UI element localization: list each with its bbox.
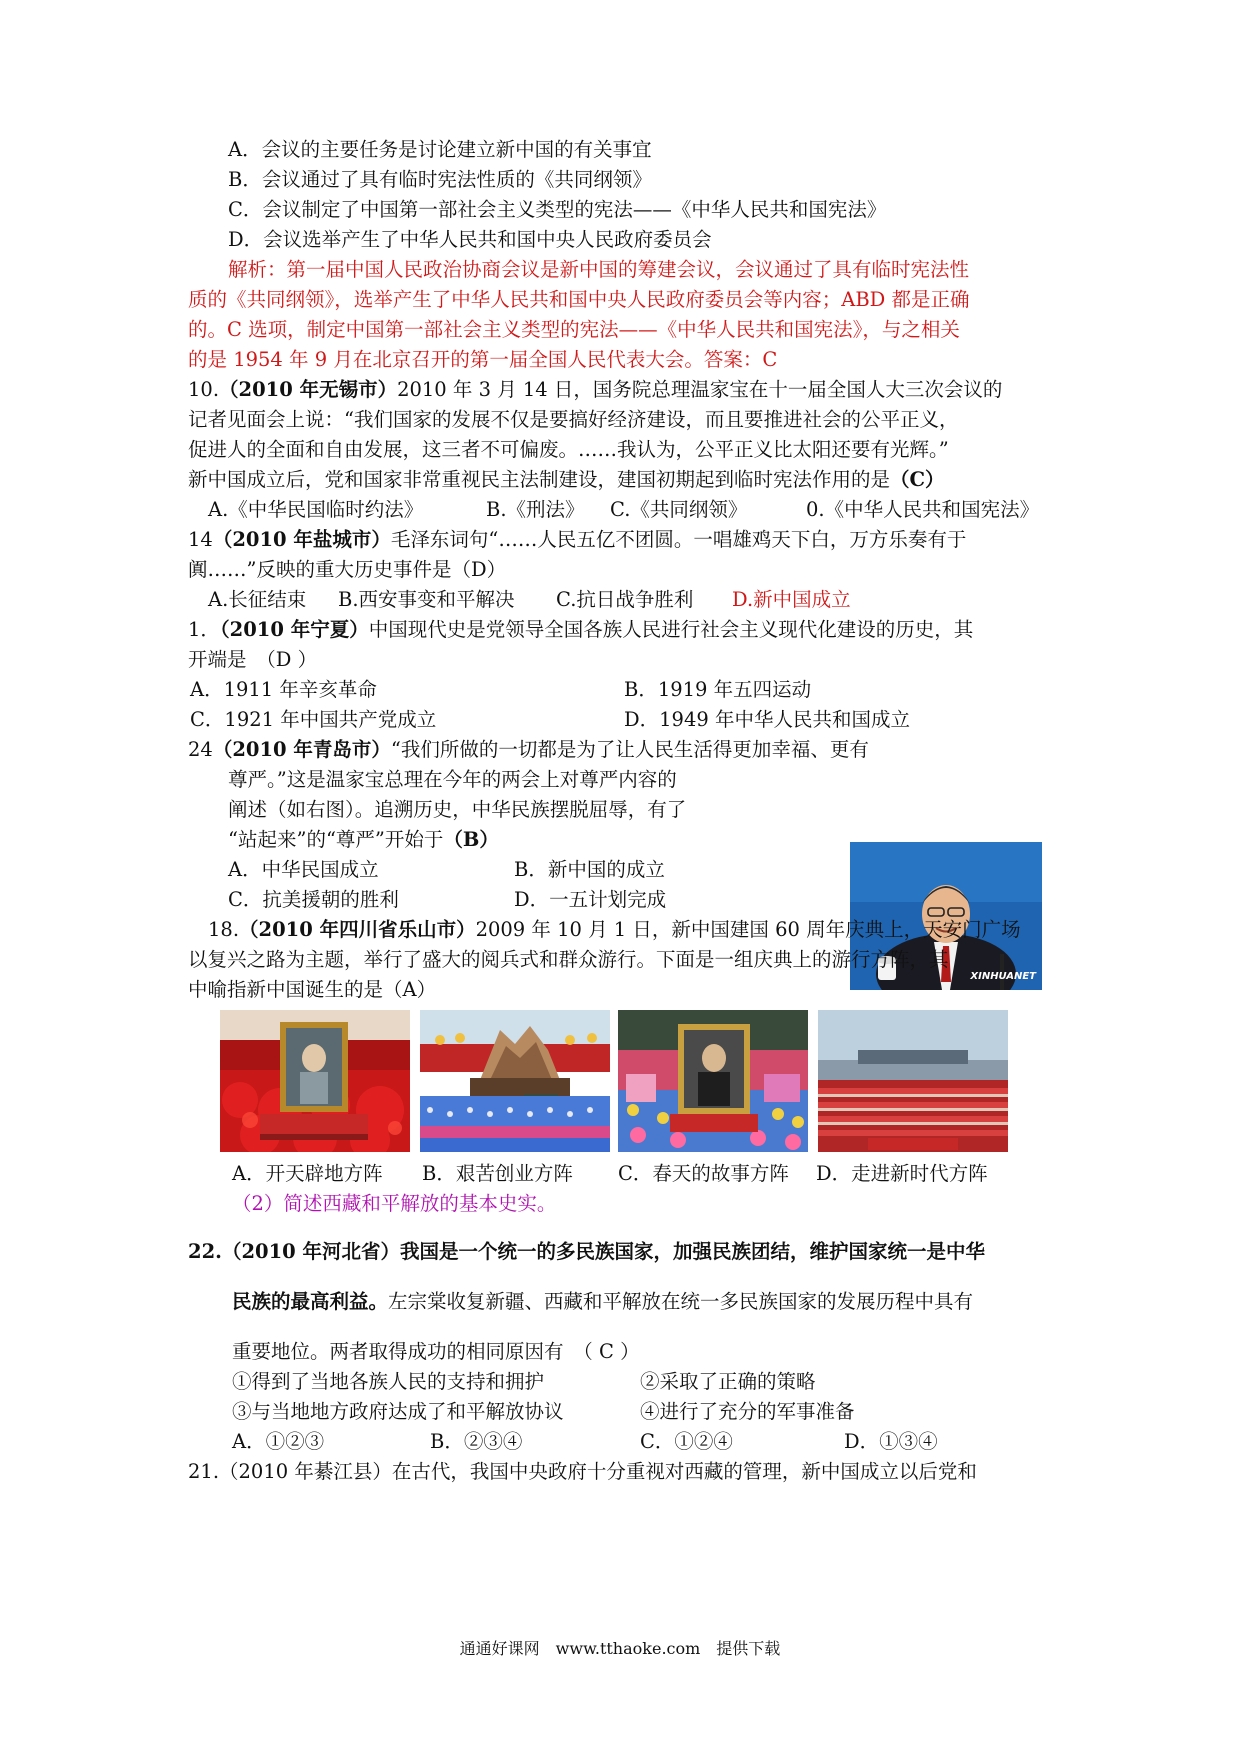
q1-option-a: A．1911 年辛亥革命: [190, 678, 377, 701]
q18-option-a: A．开天辟地方阵: [232, 1162, 383, 1185]
q22-line3: 重要地位。两者取得成功的相同原因有 （ C ）: [232, 1340, 640, 1363]
q18-option-b: B．艰苦创业方阵: [422, 1162, 573, 1185]
q18-option-d: D．走进新时代方阵: [816, 1162, 988, 1185]
q14-option-c: C.抗日战争胜利: [556, 588, 694, 611]
q22-option-a: A．①②③: [232, 1430, 325, 1453]
parade-photo-b: [420, 1010, 610, 1152]
q14-line1: [188, 526, 966, 554]
q1-line2: 开端是 （D ）: [188, 648, 318, 671]
q10-source: （2010 年无锡市）: [219, 378, 398, 401]
q22-option-b: B．②③④: [430, 1430, 523, 1453]
parade-photo-d: [818, 1010, 1008, 1152]
q1-option-b: B．1919 年五四运动: [624, 678, 812, 701]
q9-option-d: D．会议选举产生了中华人民共和国中央人民政府委员会: [228, 228, 712, 251]
q22-item-2: ②采取了正确的策略: [640, 1370, 816, 1393]
q9-analysis-line: 质的《共同纲领》，选举产生了中华人民共和国中央人民政府委员会等内容；ABD 都是正确: [188, 288, 970, 311]
q9-analysis-line: 的。C 选项，制定中国第一部社会主义类型的宪法——《中华人民共和国宪法》，与之相关: [188, 318, 960, 341]
parade-photo-a: [220, 1010, 410, 1152]
q10-option-d: 0.《中华人民共和国宪法》: [806, 498, 1040, 521]
q14-option-b: B.西安事变和平解决: [338, 588, 515, 611]
q10-option-c: C.《共同纲领》: [610, 498, 748, 521]
q24-line4: [228, 826, 499, 854]
q10-option-b: B.《刑法》: [486, 498, 585, 521]
q22-item-1: ①得到了当地各族人民的支持和拥护: [232, 1370, 545, 1393]
q24-text: “我们所做的一切都是为了让人民生活得更加幸福、更有: [390, 738, 869, 761]
q22-text: 我国是一个统一的多民族国家，加强民族团结，维护国家统一是中华: [400, 1240, 986, 1263]
q10-line1: [188, 376, 1002, 404]
q10-text: 2010 年 3 月 14 日，国务院总理温家宝在十一届全国人大三次会议的: [397, 378, 1003, 401]
q24-line3: 阐述（如右图）。追溯历史，中华民族摆脱屈辱，有了: [228, 798, 687, 821]
q22-source: （2010 年河北省）: [221, 1240, 400, 1263]
q18-number: 18.: [208, 918, 240, 941]
q24-line2: 尊严。”这是温家宝总理在今年的两会上对尊严内容的: [228, 768, 677, 791]
q24-answer: （B）: [443, 828, 499, 851]
q9-option-c: C．会议制定了中国第一部社会主义类型的宪法——《中华人民共和国宪法》: [228, 198, 887, 221]
q22-item-4: ④进行了充分的军事准备: [640, 1400, 855, 1423]
q9-option-b: B．会议通过了具有临时宪法性质的《共同纲领》: [228, 168, 652, 191]
q22-option-d: D．①③④: [844, 1430, 938, 1453]
q24-number: 24: [188, 738, 213, 761]
q22-item-3: ③与当地地方政府达成了和平解放协议: [232, 1400, 564, 1423]
q18-text: 2009 年 10 月 1 日，新中国建国 60 周年庆典上，天安门广场: [475, 918, 1021, 941]
q24-option-d: D．一五计划完成: [514, 888, 667, 911]
q1-line1: [188, 616, 973, 644]
q14-text: 毛泽东词句“……人民五亿不团圆。一唱雄鸡天下白，万方乐奏有于: [390, 528, 967, 551]
q14-option-a: A.长征结束: [208, 588, 307, 611]
q14-source: （2010 年盐城市）: [212, 528, 391, 551]
parade-photo-c: [618, 1010, 808, 1152]
q22-option-c: C．①②④: [640, 1430, 733, 1453]
q10-line4: [188, 466, 945, 494]
q14-option-d: D.新中国成立: [732, 588, 851, 611]
q24-option-a: A．中华民国成立: [228, 858, 379, 881]
photo-watermark: XINHUANET: [970, 971, 1036, 982]
q10-number: 10.: [188, 378, 220, 401]
q10-answer: （C）: [890, 468, 945, 491]
q22-line2: [232, 1288, 973, 1316]
q14-number: 14: [188, 528, 213, 551]
q10-option-a: A.《中华民国临时约法》: [208, 498, 424, 521]
q1-source: （2010 年宁夏）: [219, 618, 369, 641]
q1-option-c: C．1921 年中国共产党成立: [190, 708, 437, 731]
q9-option-a: A．会议的主要任务是讨论建立新中国的有关事宜: [228, 138, 652, 161]
q22-text-bold: 民族的最高利益。: [232, 1290, 389, 1313]
q24-line1: [188, 736, 869, 764]
q21-line1: 21.（2010 年綦江县）在古代，我国中央政府十分重视对西藏的管理，新中国成立以后党和: [188, 1460, 977, 1483]
q22-number: 22.: [188, 1240, 222, 1263]
q1-number: 1．: [188, 618, 220, 641]
q18-line3: 中喻指新中国诞生的是（A）: [188, 978, 437, 1001]
q9-analysis-line: 的是 1954 年 9 月在北京召开的第一届全国人民代表大会。答案：C: [188, 348, 778, 371]
q10-text: 新中国成立后，党和国家非常重视民主法制建设，建国初期起到临时宪法作用的是: [188, 468, 891, 491]
q18-line2: 以复兴之路为主题，举行了盛大的阅兵式和群众游行。下面是一组庆典上的游行方阵，其: [188, 948, 949, 971]
q18-source: （2010 年四川省乐山市）: [239, 918, 476, 941]
q1-text: 中国现代史是党领导全国各族人民进行社会主义现代化建设的历史，其: [368, 618, 974, 641]
q22-text: 左宗棠收复新疆、西藏和平解放在统一多民族国家的发展历程中具有: [388, 1290, 974, 1313]
q18-line1: [208, 916, 1021, 944]
q22-line1: [188, 1238, 985, 1266]
q10-line2: 记者见面会上说：“我们国家的发展不仅是要搞好经济建设，而且要推进社会的公平正义，: [188, 408, 959, 431]
page-footer: 通通好课网 www.tthaoke.com 提供下载: [459, 1639, 781, 1658]
q9-analysis-line: 解析：第一届中国人民政治协商会议是新中国的筹建会议，会议通过了具有临时宪法性: [228, 258, 970, 281]
q24-option-c: C．抗美援朝的胜利: [228, 888, 399, 911]
q18-option-c: C．春天的故事方阵: [618, 1162, 789, 1185]
q10-line3: 促进人的全面和自由发展，这三者不可偏废。……我认为，公平正义比太阳还要有光辉。”: [188, 438, 949, 461]
q18-sub-question: （2）简述西藏和平解放的基本史实。: [232, 1192, 557, 1215]
q24-option-b: B．新中国的成立: [514, 858, 665, 881]
q14-line2: 阗……”反映的重大历史事件是（D）: [188, 558, 507, 581]
q24-text: “站起来”的“尊严”开始于: [228, 828, 444, 851]
q1-option-d: D．1949 年中华人民共和国成立: [624, 708, 910, 731]
q24-source: （2010 年青岛市）: [212, 738, 391, 761]
